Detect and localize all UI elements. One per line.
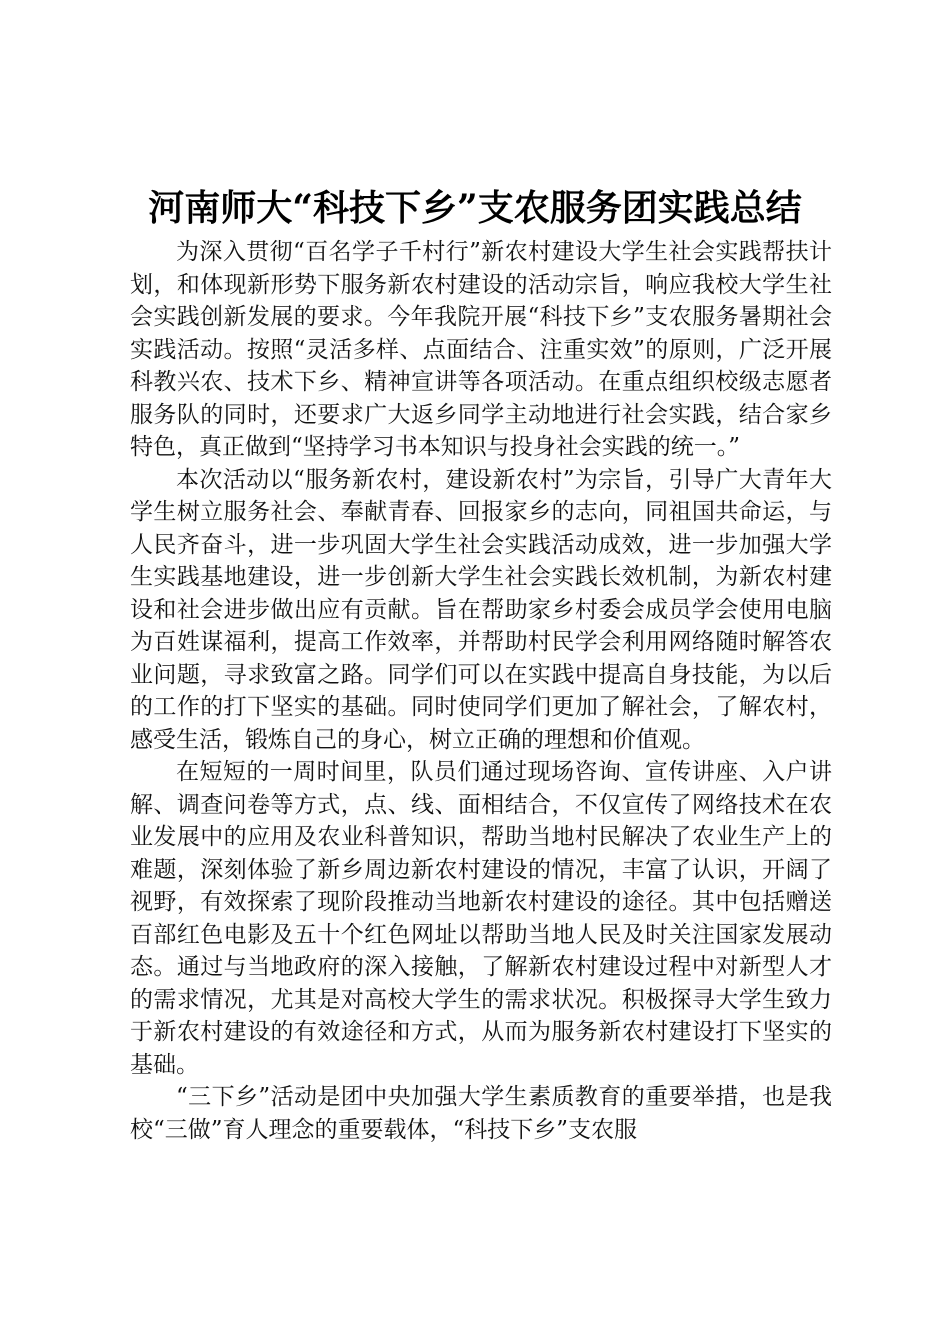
document-body <box>130 236 832 1146</box>
paragraph-2: 本次活动以“服务新农村，建设新农村”为宗旨，引导广大青年大学生树立服务社会、奉献青春、回报家乡的志向，同祖国共命运，与人民齐奋斗，进一步巩固大学生社会实践活动成效，进一步加强大学生实践基地建设，进一步创新大学生社会实践长效机制，为新农村建设和社会进步做出应有贡献。旨在帮助家乡村委会成员学会使用电脑为百姓谋福利，提高工作效率，并帮助村民学会利用网络随时解答农业问题，寻求致富之路。同学们可以在实践中提高自身技能，为以后的工作的打下坚实的基础。同时使同学们更加了解社会，了解农村，感受生活，锻炼自己的身心，树立正确的理想和价值观。 <box>130 466 832 753</box>
paragraph-4: “三下乡”活动是团中央加强大学生素质教育的重要举措，也是我校“三做”育人理念的重要载体，“科技下乡”支农服 <box>130 1084 832 1143</box>
document-title: 河南师大“科技下乡”支农服务团实践总结 <box>148 187 802 229</box>
paragraph-3: 在短短的一周时间里，队员们通过现场咨询、宣传讲座、入户讲解、调查问卷等方式，点、线、面相结合，不仅宣传了网络技术在农业发展中的应用及农业科普知识，帮助当地村民解决了农业生产上的难题，深刻体验了新乡周边新农村建设的情况，丰富了认识，开阔了视野，有效探索了现阶段推动当地新农村建设的途径。其中包括赠送百部红色电影及五十个红色网址以帮助当地人民及时关注国家发展动态。通过与当地政府的深入接触，了解新农村建设过程中对新型人才的需求情况，尤其是对高校大学生的需求状况。积极探寻大学生致力于新农村建设的有效途径和方式，从而为服务新农村建设打下坚实的基础。 <box>130 759 832 1078</box>
paragraph-1: 为深入贯彻“百名学子千村行”新农村建设大学生社会实践帮扶计划，和体现新形势下服务新农村建设的活动宗旨，响应我校大学生社会实践创新发展的要求。今年我院开展“科技下乡”支农服务暑期社会实践活动。按照“灵活多样、点面结合、注重实效”的原则，广泛开展科教兴农、技术下乡、精神宣讲等各项活动。在重点组织校级志愿者服务队的同时，还要求广大返乡同学主动地进行社会实践，结合家乡特色，真正做到“坚持学习书本知识与投身社会实践的统一。” <box>130 239 832 460</box>
